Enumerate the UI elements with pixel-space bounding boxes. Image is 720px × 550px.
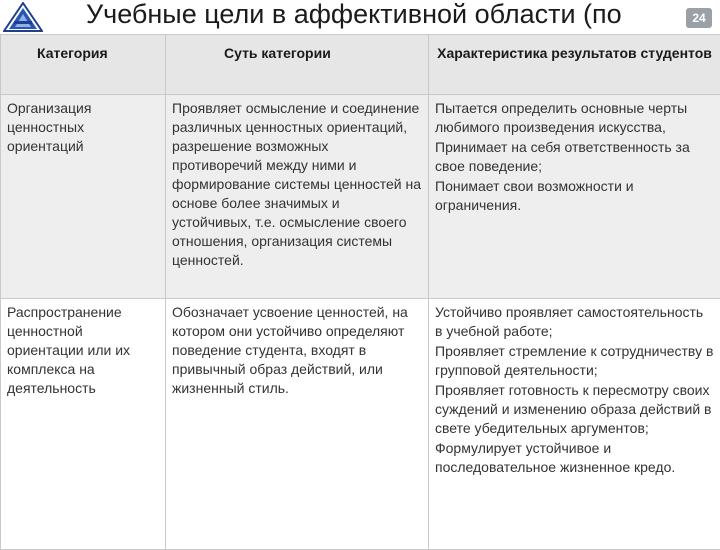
header-essence: Суть категории xyxy=(166,35,429,95)
results-cell xyxy=(429,95,720,299)
slide-header xyxy=(0,0,720,34)
page-title xyxy=(86,0,666,30)
result-item: Пытается определить основные черты любимого произведения искусства, xyxy=(435,99,714,137)
result-item: Проявляет готовность к пересмотру своих суждений и изменению образа действий в свете убедительных аргументов; xyxy=(435,381,714,438)
triangle-logo-icon xyxy=(3,2,43,32)
essence-cell: Обозначает усвоение ценностей, на котором они устойчиво определяют поведение студента, входят в привычный образ действий, или жизненный стиль. xyxy=(166,299,429,550)
header-results: Характеристика результатов студентов xyxy=(429,35,720,95)
result-item: Проявляет стремление к сотрудничеству в групповой деятельности; xyxy=(435,342,714,380)
table-row xyxy=(1,299,720,550)
result-item: Формулирует устойчивое и последовательное жизненное кредо. xyxy=(435,439,714,477)
category-cell: Организация ценностных ориентаций xyxy=(1,95,166,299)
essence-cell: Проявляет осмысление и соединение различных ценностных ориентаций, разрешение возможных противоречий между ними и формирование системы ценностей на основе более значимых и устойчивых, т.е. осмысление своего отношения, организация системы ценностей. xyxy=(166,95,429,299)
header-category: Категория xyxy=(1,35,166,95)
table-header-row xyxy=(1,35,720,95)
title-line-1: Учебные цели в аффективной области (по xyxy=(86,0,622,29)
result-item: Устойчиво проявляет самостоятельность в учебной работе; xyxy=(435,303,714,341)
result-item: Понимает свои возможности и ограничения. xyxy=(435,177,714,215)
page-number: 24 xyxy=(686,8,712,28)
goals-table xyxy=(0,34,720,550)
results-cell xyxy=(429,299,720,550)
result-item: Принимает на себя ответственность за свое поведение; xyxy=(435,138,714,176)
category-cell: Распространение ценностной ориентации или их комплекса на деятельность xyxy=(1,299,166,550)
table-row xyxy=(1,95,720,299)
